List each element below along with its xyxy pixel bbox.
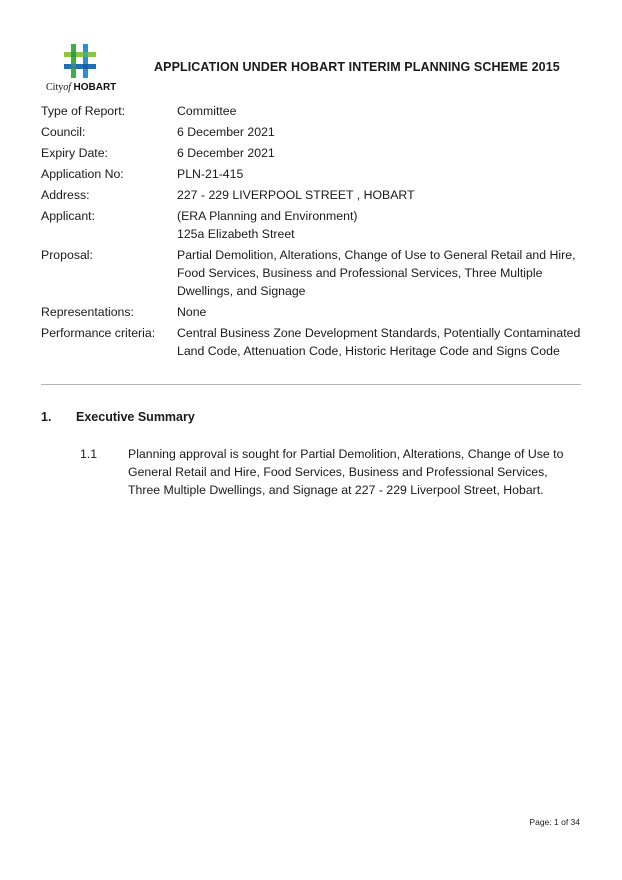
meta-label: Address: [41, 188, 90, 202]
meta-row-expiry-date [41, 144, 586, 162]
meta-value: None [177, 305, 207, 319]
city-of-hobart-cross-logo-icon [62, 42, 98, 80]
section-title: Executive Summary [76, 410, 195, 424]
meta-value: 6 December 2021 [177, 146, 275, 160]
meta-row-representations [41, 303, 586, 321]
paragraph-line: Planning approval is sought for Partial Demolition, Alterations, Change of Use to [128, 447, 564, 461]
section-divider [41, 384, 581, 385]
meta-label: Performance criteria: [41, 326, 156, 340]
meta-label: Expiry Date: [41, 146, 108, 160]
meta-row-address [41, 186, 586, 204]
meta-row-proposal [41, 246, 586, 300]
section-number: 1. [41, 410, 52, 424]
logo-wordmark [46, 82, 116, 93]
paragraph-number: 1.1 [80, 447, 98, 461]
logo-city-text: City [46, 82, 64, 93]
meta-value: 6 December 2021 [177, 125, 275, 139]
meta-value: 227 - 229 LIVERPOOL STREET , HOBART [177, 188, 415, 202]
meta-row-type-of-report [41, 102, 586, 120]
meta-value-line: Partial Demolition, Alterations, Change of Use to General Retail and Hire, [177, 248, 576, 262]
meta-value-line: Land Code, Attenuation Code, Historic Heritage Code and Signs Code [177, 344, 560, 358]
meta-label: Type of Report: [41, 104, 126, 118]
meta-row-performance-criteria [41, 324, 586, 360]
meta-label: Application No: [41, 167, 124, 181]
report-metadata [41, 102, 586, 363]
meta-value: PLN-21-415 [177, 167, 244, 181]
meta-row-application-no [41, 165, 586, 183]
logo-of-text: of [63, 82, 72, 93]
document-title: APPLICATION UNDER HOBART INTERIM PLANNING SCHEME 2015 [154, 60, 560, 74]
meta-value [177, 324, 586, 360]
meta-value: Committee [177, 104, 237, 118]
meta-row-council [41, 123, 586, 141]
meta-value-line: (ERA Planning and Environment) [177, 209, 358, 223]
logo-hobart-text: HOBART [73, 82, 117, 93]
meta-value-line: Dwellings, and Signage [177, 284, 306, 298]
paragraph-text [128, 445, 582, 499]
paragraph-line: Three Multiple Dwellings, and Signage at 227 - 229 Liverpool Street, Hobart. [128, 483, 544, 497]
meta-value-line: Food Services, Business and Professional Services, Three Multiple [177, 266, 543, 280]
meta-row-applicant [41, 207, 586, 243]
city-of-hobart-logo [44, 42, 120, 96]
meta-value [177, 246, 586, 300]
meta-label: Representations: [41, 305, 134, 319]
meta-label: Applicant: [41, 209, 96, 223]
meta-value-line: Central Business Zone Development Standards, Potentially Contaminated [177, 326, 581, 340]
paragraph [80, 445, 582, 499]
meta-value [177, 207, 586, 243]
meta-value-line: 125a Elizabeth Street [177, 227, 295, 241]
paragraph-line: General Retail and Hire, Food Services, Business and Professional Services, [128, 465, 548, 479]
section-heading [41, 410, 195, 424]
meta-label: Council: [41, 125, 86, 139]
page-number: Page: 1 of 34 [529, 817, 580, 827]
meta-label: Proposal: [41, 248, 93, 262]
